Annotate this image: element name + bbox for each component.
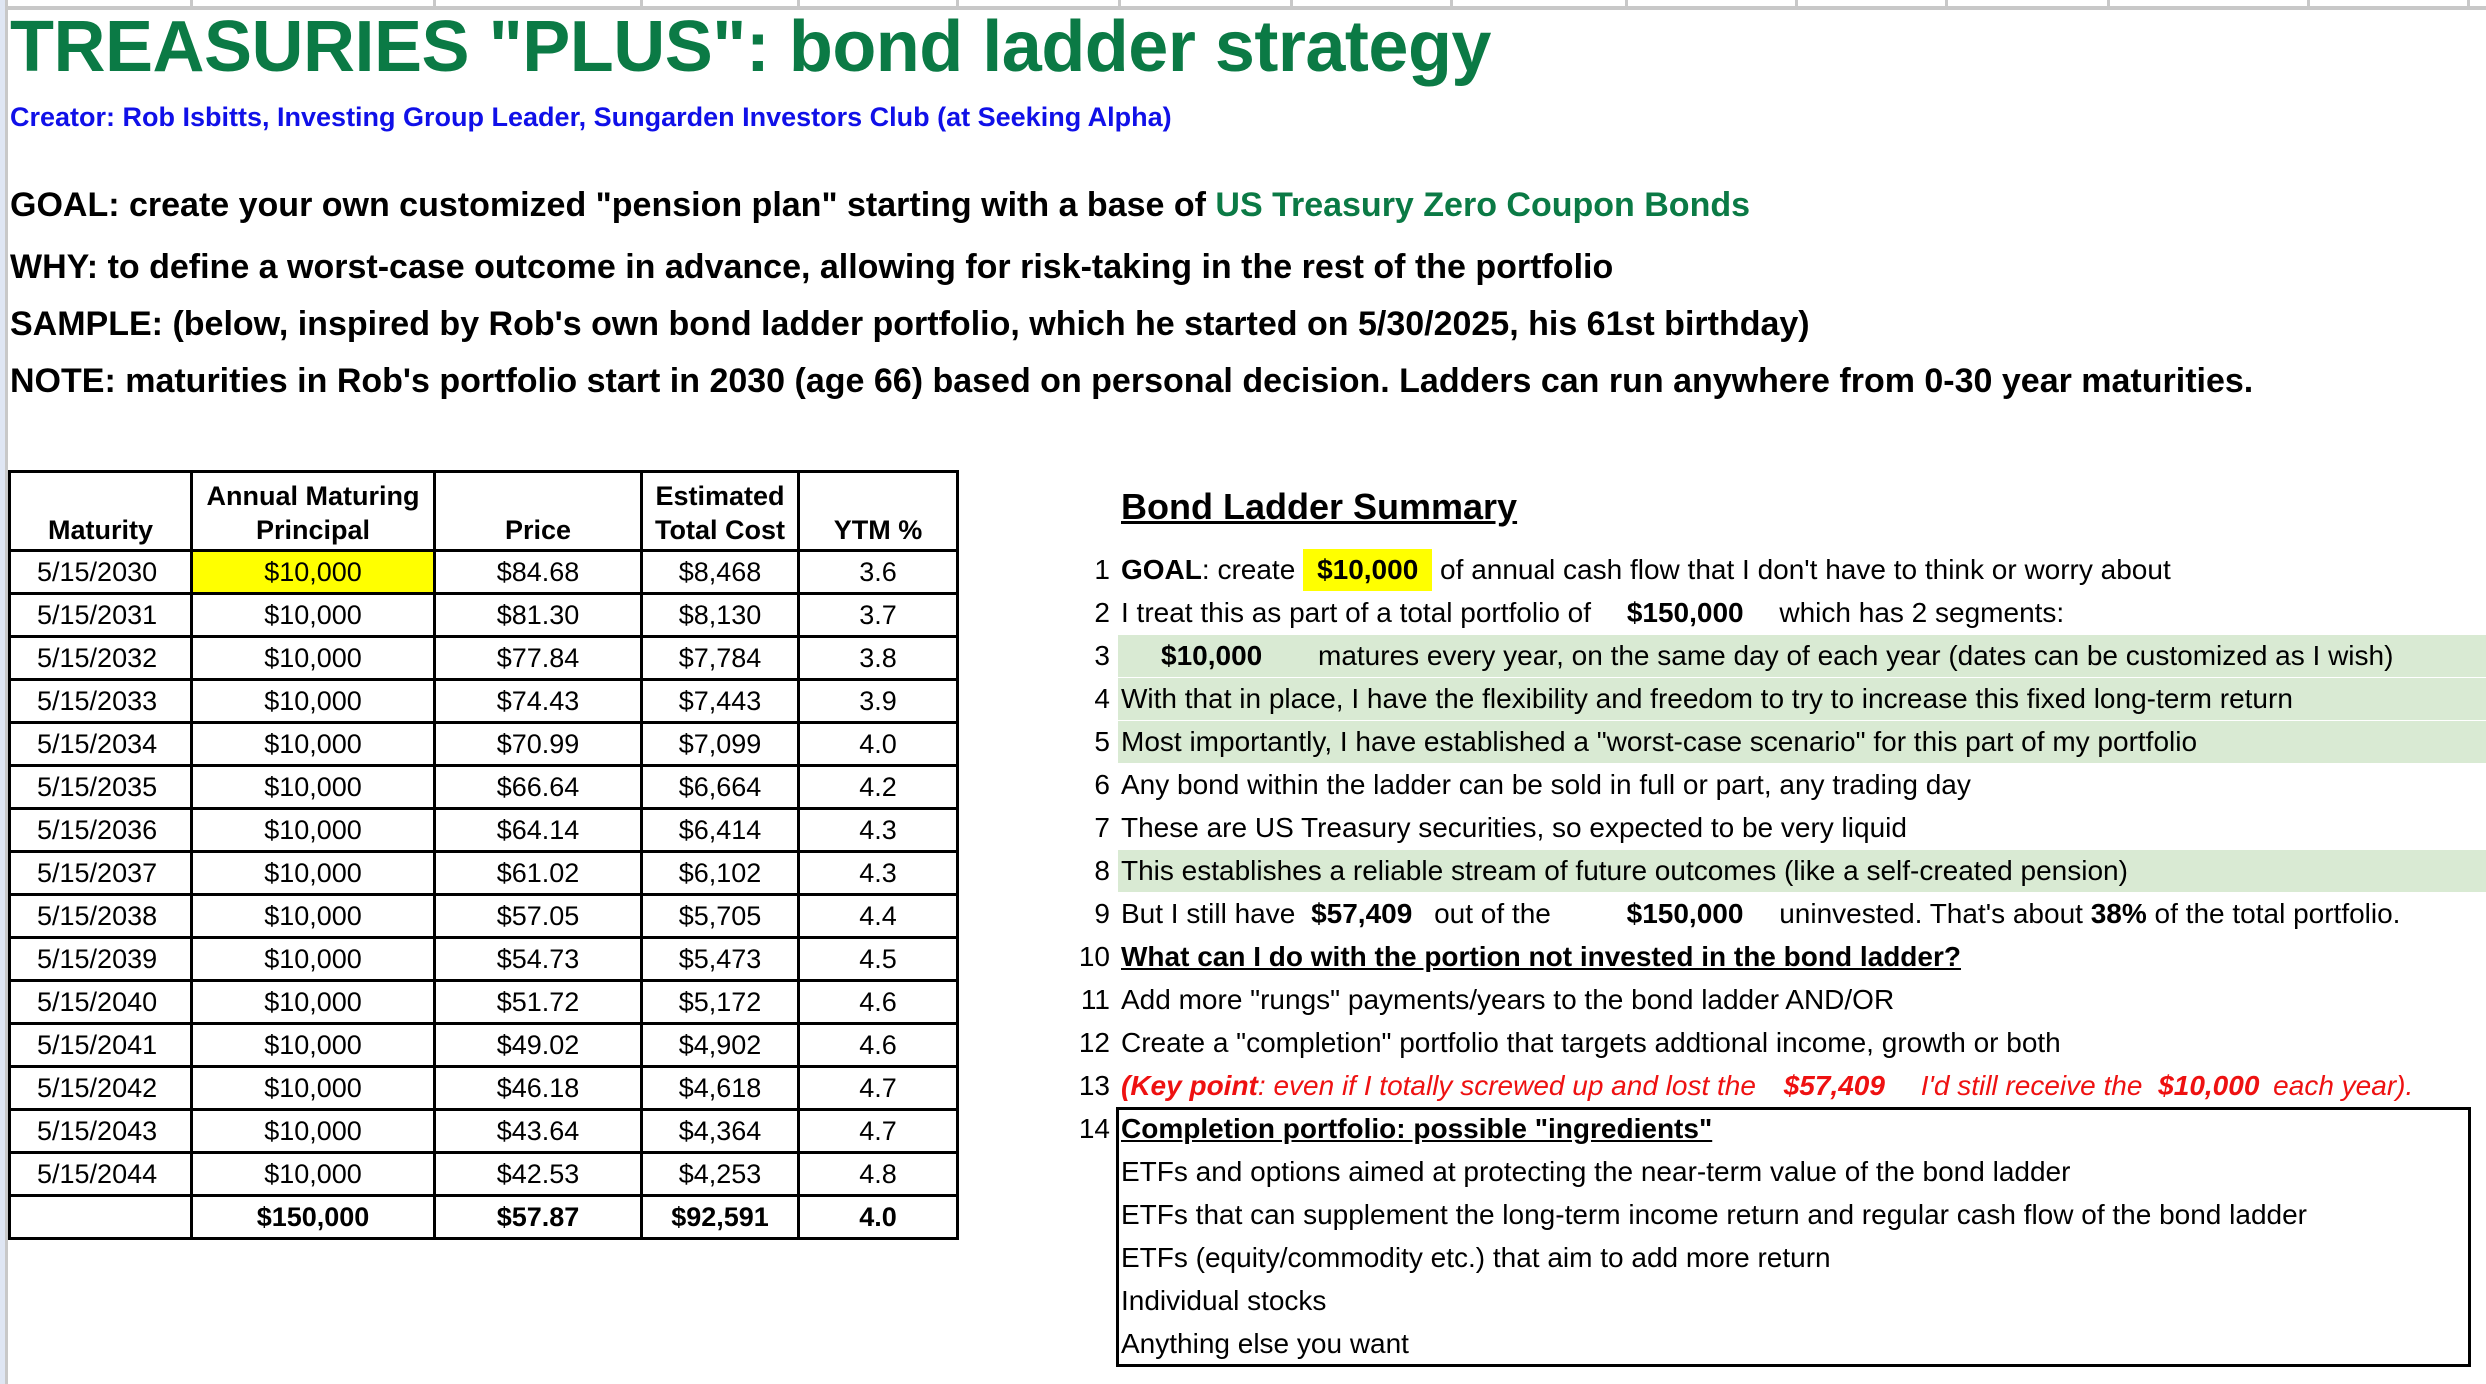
total-portfolio-value[interactable]: $150,000 [1626, 597, 1744, 628]
cell-total-ytm[interactable]: 4.0 [799, 1196, 958, 1239]
cell-price[interactable]: $57.05 [435, 895, 642, 938]
cell-cost[interactable]: $5,473 [642, 938, 799, 981]
uninvested-percent: 38% [2090, 898, 2147, 929]
cell-maturity[interactable]: 5/15/2039 [10, 938, 192, 981]
cell-principal[interactable]: $10,000 [192, 1153, 435, 1196]
cell-ytm[interactable]: 3.8 [799, 637, 958, 680]
cell-price[interactable]: $74.43 [435, 680, 642, 723]
cell-ytm[interactable]: 3.6 [799, 551, 958, 594]
table-total-row [10, 1196, 958, 1239]
item-number: 6 [1094, 769, 1110, 800]
cell-principal[interactable]: $10,000 [192, 1024, 435, 1067]
summary-item-2 [0, 592, 2486, 634]
section-heading: What can I do with the portion not invested in the bond ladder? [1121, 941, 1961, 972]
cell-price[interactable]: $66.64 [435, 766, 642, 809]
intro-goal [10, 186, 1750, 225]
summary-item-13-key-point [0, 1065, 2486, 1107]
item-number: 10 [1078, 941, 1110, 972]
cell-ytm[interactable]: 4.4 [799, 895, 958, 938]
cell-maturity[interactable]: 5/15/2034 [10, 723, 192, 766]
cell-maturity[interactable]: 5/15/2031 [10, 594, 192, 637]
cell-cost[interactable]: $4,618 [642, 1067, 799, 1110]
cell-total-label[interactable] [10, 1196, 192, 1239]
section-heading: Completion portfolio: possible "ingredients" [1121, 1113, 1713, 1144]
cell-ytm[interactable]: 4.8 [799, 1153, 958, 1196]
item-number: 9 [1094, 898, 1110, 929]
table-header-row [10, 472, 958, 551]
cell-principal[interactable]: $10,000 [192, 637, 435, 680]
cell-principal[interactable]: $10,000 [192, 766, 435, 809]
cell-cost[interactable]: $5,705 [642, 895, 799, 938]
cell-maturity[interactable]: 5/15/2040 [10, 981, 192, 1024]
summary-item-1 [0, 549, 2486, 591]
item-text: matures every year, on the same day of each year (dates can be customized as I wish) [1310, 640, 2394, 671]
gridline [2307, 0, 2310, 10]
cell-cost[interactable]: $6,102 [642, 852, 799, 895]
item-text: : create [1201, 554, 1304, 585]
uninvested-amount: $57,409 [1783, 1070, 1885, 1101]
cell-price[interactable]: $77.84 [435, 637, 642, 680]
cell-maturity[interactable]: 5/15/2030 [10, 551, 192, 594]
cell-principal[interactable]: $10,000 [192, 594, 435, 637]
cell-ytm[interactable]: 4.3 [799, 852, 958, 895]
cell-ytm[interactable]: 4.7 [799, 1110, 958, 1153]
cell-total-principal[interactable]: $150,000 [192, 1196, 435, 1239]
item-number: 7 [1094, 812, 1110, 843]
cell-ytm[interactable]: 4.2 [799, 766, 958, 809]
cell-maturity[interactable]: 5/15/2033 [10, 680, 192, 723]
summary-item-7 [0, 807, 2486, 849]
item-text: each year). [2265, 1070, 2414, 1101]
cell-ytm[interactable]: 4.7 [799, 1067, 958, 1110]
cell-principal[interactable]: $10,000 [192, 723, 435, 766]
cell-principal[interactable]: $10,000 [192, 981, 435, 1024]
key-point-label: (Key point [1121, 1070, 1258, 1101]
cell-cost[interactable]: $7,443 [642, 680, 799, 723]
cell-maturity[interactable]: 5/15/2042 [10, 1067, 192, 1110]
summary-item-6 [0, 764, 2486, 806]
cell-price[interactable]: $49.02 [435, 1024, 642, 1067]
intro-sample: SAMPLE: (below, inspired by Rob's own bond ladder portfolio, which he started on 5/30/2025, his 61st birthday) [10, 305, 1810, 343]
gridline [1945, 0, 1948, 10]
cell-price[interactable]: $61.02 [435, 852, 642, 895]
annual-cashflow-value: $10,000 [2158, 1070, 2260, 1101]
cell-principal[interactable]: $10,000 [192, 895, 435, 938]
item-number: 3 [1094, 640, 1110, 671]
creator-line: Creator: Rob Isbitts, Investing Group Leader, Sungarden Investors Club (at Seeking Alpha) [10, 102, 1172, 132]
cell-maturity[interactable]: 5/15/2032 [10, 637, 192, 680]
cell-cost[interactable]: $4,253 [642, 1153, 799, 1196]
summary-item-12 [0, 1022, 2486, 1064]
intro-note: NOTE: maturities in Rob's portfolio start in 2030 (age 66) based on personal decision. Ladders can run anywhere from 0-30 year maturities. [10, 362, 2254, 400]
cell-price[interactable]: $46.18 [435, 1067, 642, 1110]
cell-ytm[interactable]: 4.6 [799, 981, 958, 1024]
ingredient-item: Individual stocks [1121, 1285, 1327, 1316]
cell-ytm[interactable]: 3.9 [799, 680, 958, 723]
ingredient-item: ETFs and options aimed at protecting the near-term value of the bond ladder [1121, 1156, 2071, 1187]
cell-cost[interactable]: $6,664 [642, 766, 799, 809]
item-text: of the total portfolio. [2146, 898, 2401, 929]
cell-price[interactable]: $42.53 [435, 1153, 642, 1196]
cell-cost[interactable]: $4,902 [642, 1024, 799, 1067]
item-number: 12 [1078, 1027, 1110, 1058]
summary-item-3 [0, 635, 2486, 677]
gridline [2467, 0, 2470, 10]
item-text: Most importantly, I have established a "worst-case scenario" for this part of my portfolio [1121, 726, 2198, 757]
item-number: 14 [1078, 1113, 1110, 1144]
item-text: of annual cash flow that I don't have to think or worry about [1432, 554, 2171, 585]
cell-maturity[interactable]: 5/15/2036 [10, 809, 192, 852]
cell-price[interactable]: $81.30 [435, 594, 642, 637]
uninvested-amount: $57,409 [1311, 898, 1413, 929]
cell-principal-input[interactable]: $10,000 [192, 551, 435, 594]
cell-principal[interactable]: $10,000 [192, 809, 435, 852]
header-cost: Estimated Total Cost [642, 472, 799, 551]
intro-goal-text: GOAL: create your own customized "pension plan" starting with a base of [10, 186, 1216, 224]
item-text: With that in place, I have the flexibility and freedom to try to increase this fixed long-term return [1121, 683, 2293, 714]
item-number: 2 [1094, 597, 1110, 628]
item-text: These are US Treasury securities, so expected to be very liquid [1121, 812, 1907, 843]
cell-maturity[interactable]: 5/15/2041 [10, 1024, 192, 1067]
item-text: uninvested. That's about [1771, 898, 2091, 929]
cell-price[interactable]: $84.68 [435, 551, 642, 594]
item-number: 13 [1078, 1070, 1110, 1101]
intro-why: WHY: to define a worst-case outcome in advance, allowing for risk-taking in the rest of the portfolio [10, 248, 1614, 286]
cell-principal[interactable]: $10,000 [192, 938, 435, 981]
ingredient-item: ETFs that can supplement the long-term income return and regular cash flow of the bond ladder [1121, 1199, 2307, 1230]
cell-cost[interactable]: $5,172 [642, 981, 799, 1024]
item-text: Any bond within the ladder can be sold in full or part, any trading day [1121, 769, 1971, 800]
gridline [1625, 0, 1628, 10]
item-text: I treat this as part of a total portfolio of [1121, 597, 1599, 628]
header-ytm: YTM % [799, 472, 958, 551]
summary-item-5 [0, 721, 2486, 763]
summary-item-4 [0, 678, 2486, 720]
cell-ytm[interactable]: 3.7 [799, 594, 958, 637]
cell-total-price[interactable]: $57.87 [435, 1196, 642, 1239]
page-title: TREASURIES "PLUS": bond ladder strategy [10, 7, 1491, 87]
cell-cost[interactable]: $6,414 [642, 809, 799, 852]
item-text: Add more "rungs" payments/years to the bond ladder AND/OR [1121, 984, 1895, 1015]
item-number: 4 [1094, 683, 1110, 714]
annual-maturity-value: $10,000 [1161, 640, 1263, 671]
cell-principal[interactable]: $10,000 [192, 1067, 435, 1110]
intro-goal-highlight: US Treasury Zero Coupon Bonds [1215, 186, 1751, 224]
header-price: Price [435, 472, 642, 551]
cell-price[interactable]: $70.99 [435, 723, 642, 766]
item-text: : even if I totally screwed up and lost the [1257, 1070, 1764, 1101]
summary-item-11 [0, 979, 2486, 1021]
item-number: 11 [1080, 984, 1110, 1015]
summary-item-8 [0, 850, 2486, 892]
summary-title: Bond Ladder Summary [1121, 486, 1518, 527]
item-text: Create a "completion" portfolio that targets addtional income, growth or both [1121, 1027, 2061, 1058]
item-text: which has 2 segments: [1771, 597, 2065, 628]
cell-price[interactable]: $54.73 [435, 938, 642, 981]
cell-principal[interactable]: $10,000 [192, 680, 435, 723]
gridline [1795, 0, 1798, 10]
cell-price[interactable]: $64.14 [435, 809, 642, 852]
item-text: out of the [1426, 898, 1559, 929]
goal-label: GOAL [1121, 554, 1202, 585]
item-text: This establishes a reliable stream of future outcomes (like a self-created pension) [1121, 855, 2128, 886]
annual-cashflow-input[interactable]: $10,000 [1303, 549, 1432, 591]
cell-ytm[interactable]: 4.6 [799, 1024, 958, 1067]
cell-cost[interactable]: $8,130 [642, 594, 799, 637]
cell-principal[interactable]: $10,000 [192, 852, 435, 895]
cell-maturity[interactable]: 5/15/2035 [10, 766, 192, 809]
table-row [10, 1153, 958, 1196]
cell-price[interactable]: $43.64 [435, 1110, 642, 1153]
cell-ytm[interactable]: 4.0 [799, 723, 958, 766]
cell-maturity[interactable]: 5/15/2043 [10, 1110, 192, 1153]
cell-price[interactable]: $51.72 [435, 981, 642, 1024]
summary-item-9 [0, 893, 2486, 935]
cell-cost[interactable]: $4,364 [642, 1110, 799, 1153]
cell-principal[interactable]: $10,000 [192, 1110, 435, 1153]
cell-maturity[interactable]: 5/15/2038 [10, 895, 192, 938]
cell-cost[interactable]: $8,468 [642, 551, 799, 594]
gridline [2107, 0, 2110, 10]
item-number: 5 [1094, 726, 1110, 757]
cell-maturity[interactable]: 5/15/2044 [10, 1153, 192, 1196]
header-maturity: Maturity [10, 472, 192, 551]
ingredient-item: ETFs (equity/commodity etc.) that aim to add more return [1121, 1242, 1831, 1273]
item-number: 8 [1094, 855, 1110, 886]
cell-maturity[interactable]: 5/15/2037 [10, 852, 192, 895]
cell-ytm[interactable]: 4.5 [799, 938, 958, 981]
ingredient-item: Anything else you want [1121, 1328, 1409, 1359]
cell-ytm[interactable]: 4.3 [799, 809, 958, 852]
cell-cost[interactable]: $7,099 [642, 723, 799, 766]
summary-item-14 [0, 1108, 2486, 1150]
summary-item-10 [0, 936, 2486, 978]
cell-total-cost[interactable]: $92,591 [642, 1196, 799, 1239]
total-portfolio-value: $150,000 [1626, 898, 1744, 929]
item-number: 1 [1094, 554, 1110, 585]
header-principal: Annual Maturing Principal [192, 472, 435, 551]
item-text: I'd still receive the [1912, 1070, 2151, 1101]
cell-cost[interactable]: $7,784 [642, 637, 799, 680]
item-text: But I still have [1121, 898, 1304, 929]
